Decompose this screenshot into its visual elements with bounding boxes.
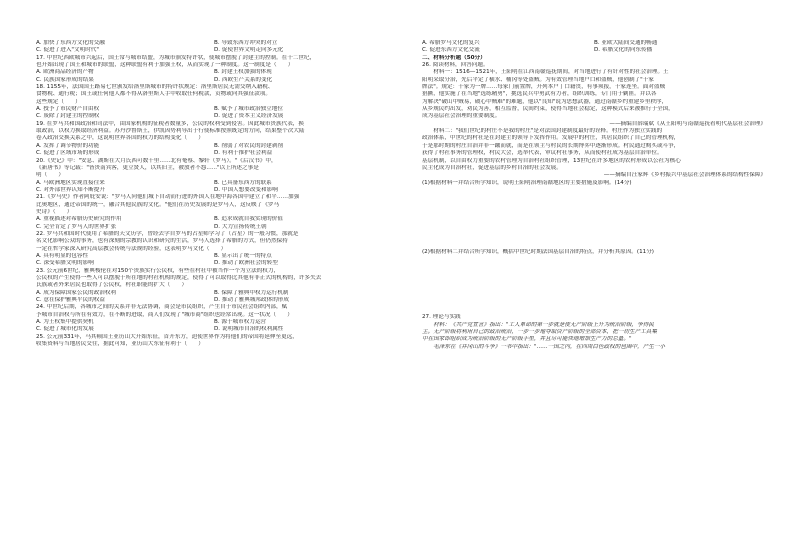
source-citation: ——摘编自薛瑞斌《从王阳明与南赣巡抚看明代基层社会治理》: [609, 120, 766, 127]
answer-options: [36, 297, 392, 304]
option-text: D. 中国人想要改变和影响: [214, 186, 278, 193]
question-text: 这些规定（ ）: [36, 98, 81, 105]
option-text: C. 促进了城市化的发展: [36, 326, 94, 333]
option-text: A. 发挥了调节物价的功能: [36, 142, 100, 149]
option-text: A. 为王权集中提供契机: [36, 319, 94, 326]
answer-options: [36, 150, 392, 157]
option-text: A. 欧洲商品经济的产物: [36, 69, 94, 76]
answer-options: [36, 113, 392, 120]
question-text: 主。无产阶级将利用自己的政治统治，一步一步地夺取资产阶级的全部资本，把一切生产工具集: [422, 328, 657, 335]
option-text: D. 说明城市自治的权利属性: [214, 326, 284, 333]
option-text: B. 赋予了城市政治独立地位: [214, 106, 283, 113]
question-text: 基层机制，以自由权力重要的农村管理为自治村社组织管理，13世纪在许多地区的农村形成以公社为核心: [422, 157, 681, 164]
question-text: 获得了村社事务的管理权，村民大会，选举代表，审议村社事务，从而使村社成为基层自治单位。: [422, 150, 663, 157]
question-text: 民主化成为自治村社，促进基层的乡村自治的社会发展。: [422, 164, 562, 171]
question-text: 政治体系，中世纪的村社是在封建主的领导下发挥作用。发展中的村庄，其居民组织了自己的管理机构，: [422, 135, 680, 142]
question-text: (1)根据材料一并结合所学知识，说明王阳明治理南赣地区的主要措施及影响。(14分): [422, 179, 632, 186]
option-text: B. 封建王权加强的体现: [214, 69, 272, 76]
question-text: 毛泽东在《井冈山的斗争》一书中指出："……一国之内，在四周白色政权的包围中，产生一小: [422, 343, 666, 350]
option-text: A. 马欧洲地区实现直接往来: [36, 179, 105, 186]
question-text: 也开始出现了国王和城市的联盟，这种联盟有利于加强王权，从而实现了一种制度。这一制度是（ ）: [36, 62, 294, 69]
option-text: C. 对外部世界认知不断提升: [36, 186, 105, 193]
question-text: 从乡规民约出发，劝民为善，相互监督，民间约束，使得当地社会稳定，这种模式后来被推行于全国，: [422, 106, 674, 113]
answer-options: [36, 326, 392, 333]
answer-space: [422, 256, 766, 314]
right-column: [422, 40, 766, 351]
option-text: C. 民族国家形成的结果: [36, 76, 94, 83]
source-citation: ——摘编自汪家辉《乡村振兴中基层社会治理体系的结构性保障》: [603, 172, 766, 179]
question-text: 牌法"。规定：十家为一牌……每家门前置牌，开列本户丁口籍贯，有事须报，十家连坐。面对盗贼: [422, 84, 666, 91]
option-text: B. 亚欧大陆间交通的畅通: [594, 40, 658, 46]
option-text: D. 希腊文化的向东传播: [594, 47, 653, 54]
option-text: D. 推动了雅典城邦政体的形成: [214, 297, 289, 304]
question-text: 史诗》（ ）: [36, 208, 73, 215]
question-text: 22. 罗马共和国时代使用了希腊的天文历学，曾经去学自罗马的占星师学习了（占星）的一般习惯，那就是: [36, 230, 299, 237]
answer-options: [36, 180, 392, 187]
option-text: D. 有利于推护社会利益: [214, 150, 273, 157]
question-text: 25. 公元前331年，马其顿国王亚历山大开始东征，首开东方，迫使世界作为将他们的帝国将延伸至更远，: [36, 333, 298, 340]
question-text: 20.《史记》中："安息、湖斯在大月氏西可数千里……北有奄蔡、黎轩（罗马）。"《后汉书》中，: [36, 157, 277, 164]
option-text: D. 西欧生产关系的变化: [214, 76, 273, 83]
question-text: 17. 中世纪西欧城市兴起后，国王常与城市结盟，为城市颁发特许状，使城市摆脱了封建主的控制。在十二世纪，: [36, 54, 316, 61]
answer-space: [422, 187, 766, 249]
section-heading: 二、材料分析题（50分）: [422, 54, 486, 61]
answer-options: [36, 69, 392, 76]
option-text: B. 源于城市权力运营: [214, 319, 267, 326]
question-text: 材料二："我们世纪的村庄不是我的村庄"是对法国封建制度最好的诠释。村庄作为独立实践的: [422, 128, 663, 135]
question-text: 材料：《共产党宣言》指出："工人革命的第一步就是使无产阶级上升为统治阶级，争得民: [422, 321, 654, 328]
answer-options: [36, 224, 392, 231]
question-text: 材料一：1516—1521年，王阳明在江西南赣巡抚期间，对当地进行了有针对性的社会治理。王: [422, 69, 669, 76]
question-text: 卷入政治交换关系之中，这说明世界各国的权力的结构变化（ ）: [36, 135, 204, 142]
option-text: B. 已具备东西方的联系: [214, 179, 272, 186]
option-text: B. 显示出了统一的特点: [214, 252, 272, 259]
answer-options: [36, 40, 392, 47]
answer-options: [36, 187, 392, 194]
option-text: C. 促进东西方文化交流: [422, 47, 480, 54]
option-text: A. 重视描述对希腊历史研究的作用: [36, 216, 122, 223]
answer-options: [36, 290, 392, 297]
question-text: 猖獗，他实施了在当地"选练精勇"，挑选民兵中勇武有力者，组织训练，专门用于剿匪。并以各: [422, 91, 657, 98]
option-text: C. 深受希腊文明的影响: [36, 260, 94, 267]
option-text: B. 保障了雅典中权力运行机制: [214, 289, 289, 296]
question-text: 18. 1155年，法国国王路易七世颁发给洛里斯城市的特许状规定：洛里斯居民无需交纳入籍税、: [36, 84, 274, 91]
option-text: C. 意在保护雅典平民的权益: [36, 297, 105, 304]
question-text: 成为基层社会治理的重要制度。: [422, 113, 501, 120]
option-text: A. 加快了东西方文化的交融: [36, 40, 105, 46]
question-text: 《新唐书》等记载："皆贵南宾客，更立贤人，以其旧主，被放者不怨......"以上所述之事是: [36, 164, 259, 171]
answer-options: [422, 47, 766, 54]
option-text: D. 推动了欧洲社会的转型: [214, 260, 278, 267]
question-text: 明（ ）: [36, 172, 64, 179]
option-text: A. 希腊罗马文化的复兴: [422, 40, 480, 46]
answer-options: [36, 77, 392, 84]
option-text: C. 促进了区域市场的形成: [36, 150, 100, 157]
question-text: 取政治，以权力换取经济利益。苏丹沙鲁斯王，伊凯因势利导出于行使标准按照既定的方向，结果整个次大陆: [36, 128, 305, 135]
question-text: 中在国家即组织成为统治阶级的无产阶级手里，并且尽可能快地增加生产力的总量。": [422, 336, 632, 343]
question-text: 予城市自治权与所在有效力，在不断的进取，商人们发现了"城市商"组织也经常出现。这一状况（ ）: [36, 311, 293, 318]
question-text: 于是那时期的村庄自治并非一蹴而就，而是在领主与村民的长期博弈中逐渐形成。村民通过购买或斗争，: [422, 142, 680, 149]
option-text: A. 授予了市民财产自由权: [36, 106, 100, 113]
option-text: D. 大力宣扬传统王朝: [214, 223, 267, 230]
option-text: A. 成为保障国家公民的政治权利: [36, 289, 117, 296]
option-text: A. 具有明显的包容性: [36, 252, 89, 259]
question-text: 为解决"破山中贼易，破心中贼难"的难题，他以"良知"说为思想武器，通过南赣乡约重建乡里秩序，: [422, 98, 668, 105]
question-text: 27. 理论与实践: [422, 314, 461, 321]
question-text: 比奥地区，通过帝国的统一，融合其他民族的文化。"他们在历史发展的是罗马人，这反映了《罗马: [36, 201, 280, 208]
option-text: D. 促使世界文明走向多元化: [214, 47, 284, 54]
answer-options: [36, 253, 392, 260]
left-column: [36, 40, 392, 348]
answer-options: [422, 40, 766, 47]
option-text: B. 追求成就自我实现的价值: [214, 216, 283, 223]
option-text: C. 促进了进入"文明时代": [36, 47, 99, 54]
answer-options: [36, 319, 392, 326]
question-text: 名文化影响公众的事务，也有深刻的宗教的认识和研究的生活，罗马人选择了希腊的方式，但仍然保持: [36, 238, 288, 245]
question-text: 公民权的产生使得一些人可以摆脱于所在地的村社机构的规定，使得了可以取得比其他有非正式的机构的，许多失去: [36, 275, 322, 281]
question-text: 19. 在罗马共和国政治和司法中，由国家机构的征税者数量多，公民的权利受到侵害。因此城市贵族代表，换: [36, 120, 304, 127]
option-text: D. 促进了资本主义经济发展: [214, 113, 284, 120]
question-text: (2)根据材料二并结合所学知识，概括中世纪时期法国基层自治的特点，并分析其原因。(11分): [422, 248, 654, 255]
option-text: B. 导致东西方冲突的对立: [214, 40, 278, 46]
answer-options: [36, 106, 392, 113]
option-text: B. 削弱了对农民的封建剥削: [214, 142, 283, 149]
question-text: 26. 阅读材料，回答问题。: [422, 62, 489, 69]
answer-options: [36, 47, 392, 54]
question-text: 一定在哲学家深入研究高层教会传统与法规的经验，这表明罗马文化（ ）: [36, 245, 227, 252]
question-text: 21.《罗马史》作者阿庇安说："罗马人向他们城下自动而行进的外国人在地中海各国中建立了和平……加强: [36, 194, 300, 201]
question-text: 食物税、通行税；国王或任何他人都不得从洛里斯人手中收取任何税款，贡物或向其强征款项。: [36, 91, 271, 98]
answer-options: [36, 260, 392, 267]
question-text: 23. 公元前6世纪，雅典梭伦在对150个贵族实行公民权，有些在村社中被当作一个为立法的权力，: [36, 267, 280, 274]
answer-options: [36, 143, 392, 150]
answer-options: [36, 216, 392, 223]
question-text: 氏族或者外来居民也取得了公民权，村社职能的扩大（ ）: [36, 282, 188, 289]
option-text: C. 完全肯定了罗马人的世界扩张: [36, 223, 117, 230]
option-text: C. 废除了封建主的控制权: [36, 113, 100, 120]
question-text: 24. 中世纪后期，各城市之间的关系并非无法协调，商会是市民组织，产生自于市民社会组织内部，赋: [36, 304, 288, 311]
question-text: 收集资料与当地居民交往，据此可知，亚历山大东征有利于（ ）: [36, 341, 204, 348]
question-text: 阳明采取分治，先后平定了横水、桶冈等处盗贼。为有效管理当地户口和盗贼，他创制了"十家: [422, 76, 654, 83]
